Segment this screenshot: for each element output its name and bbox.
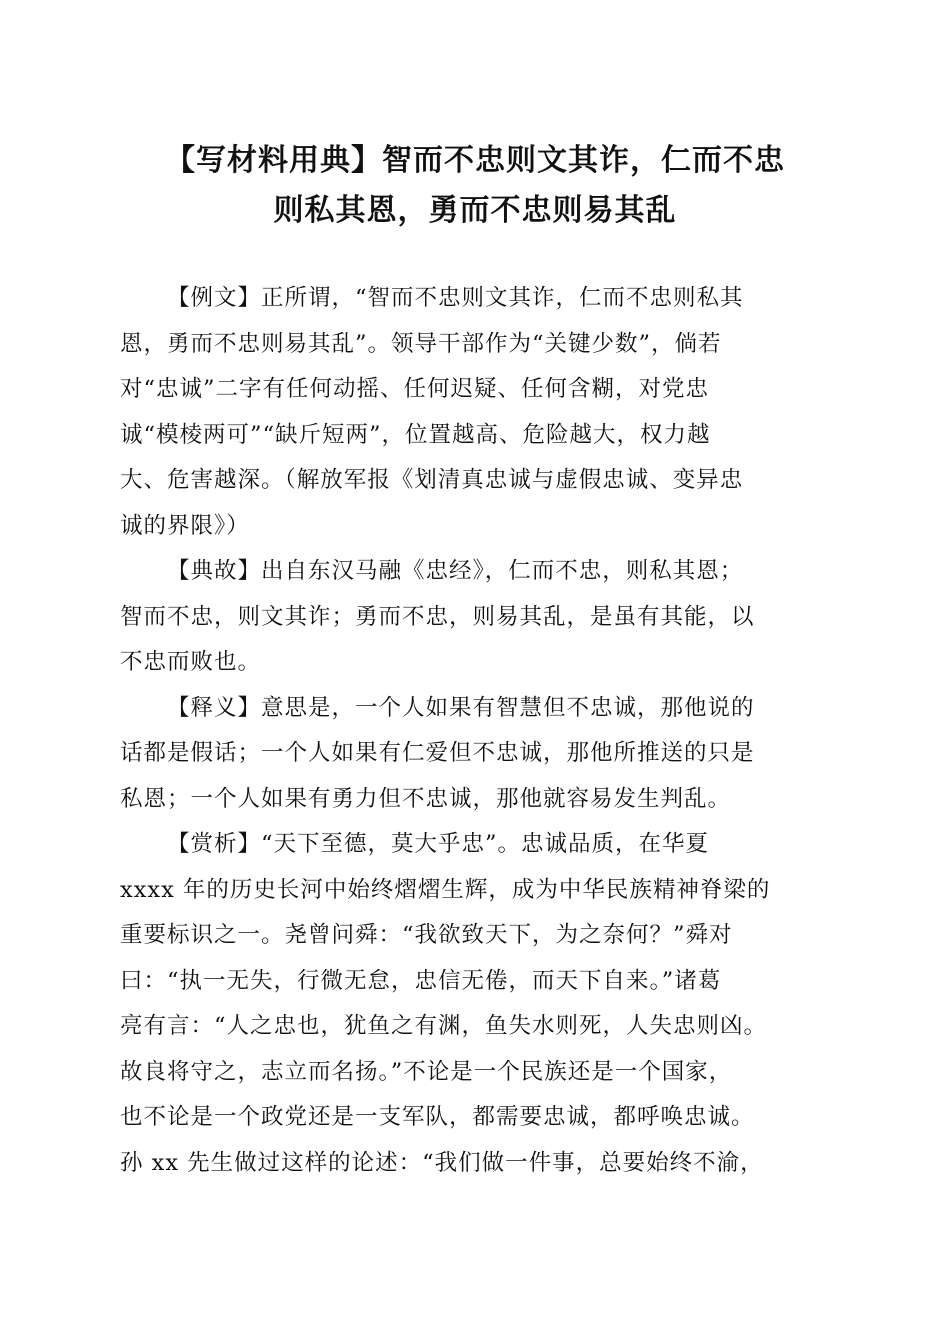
paragraph-line: 智而不忠，则文其诈；勇而不忠，则易其乱，是虽有其能，以 [120,603,755,630]
title-line: 则私其恩，勇而不忠则易其乱 [273,193,677,228]
paragraph-line: 对“忠诚”二字有任何动摇、任何迟疑、任何含糊，对党忠 [120,376,710,402]
paragraph-line: 重要标识之一。尧曾问舜：“我欲致天下，为之奈何？”舜对 [120,922,733,948]
paragraph-line: 不忠而败也。 [120,649,262,675]
appreciation-paragraph [120,822,835,1186]
paragraph-line: 私恩；一个人如果有勇力但不忠诚，那他就容易发生判乱。 [120,785,732,812]
paragraph-line: 诚“模棱两可”“缺斤短两”，位置越高、危险越大，权力越 [120,421,711,448]
paragraph-line: 故良将守之，志立而名扬。”不论是一个民族还是一个国家， [120,1058,733,1085]
paragraph-line: 亮有言：“人之忠也，犹鱼之有渊，鱼失水则死，人失忠则凶。 [120,1013,768,1039]
paragraph-line: 诚的界限》） [120,512,250,539]
paragraph-line: 话都是假话；一个人如果有仁爱但不忠诚，那他所推送的只是 [120,740,755,766]
paragraph-line: 【例文】正所谓，“智而不忠则文其诈，仁而不忠则私其 [167,285,744,311]
paragraph-line: 孙 xx 先生做过这样的论述：“我们做一件事，总要始终不渝， [120,1149,764,1176]
paragraph-line: 恩，勇而不忠则易其乱”。领导干部作为“关键少数”，倘若 [120,330,722,357]
paragraph-line: 也不论是一个政党还是一支军队，都需要忠诚，都呼唤忠诚。 [120,1104,755,1130]
paragraph-line: 大、危害越深。（解放军报《划清真忠诚与虚假忠诚、变异忠 [120,467,744,493]
title-line: 【写材料用典】智而不忠则文其诈，仁而不忠 [165,143,785,178]
document-body [120,276,835,1186]
paragraph-line: 【释义】意思是，一个人如果有智慧但不忠诚，那他说的 [167,694,755,721]
document-title [100,136,850,236]
example-paragraph [120,276,835,549]
paragraph-line: xxxx 年的历史长河中始终熠熠生辉，成为中华民族精神脊梁的 [120,876,771,903]
paragraph-line: 【赏析】“天下至德，莫大乎忠”。忠诚品质，在华夏 [167,831,710,857]
meaning-paragraph [120,686,835,823]
paragraph-line: 曰：“执一无失，行微无怠，忠信无倦，而天下自来。”诸葛 [120,967,722,994]
paragraph-line: 【典故】出自东汉马融《忠经》，仁而不忠，则私其恩； [167,558,744,584]
allusion-paragraph [120,549,835,686]
